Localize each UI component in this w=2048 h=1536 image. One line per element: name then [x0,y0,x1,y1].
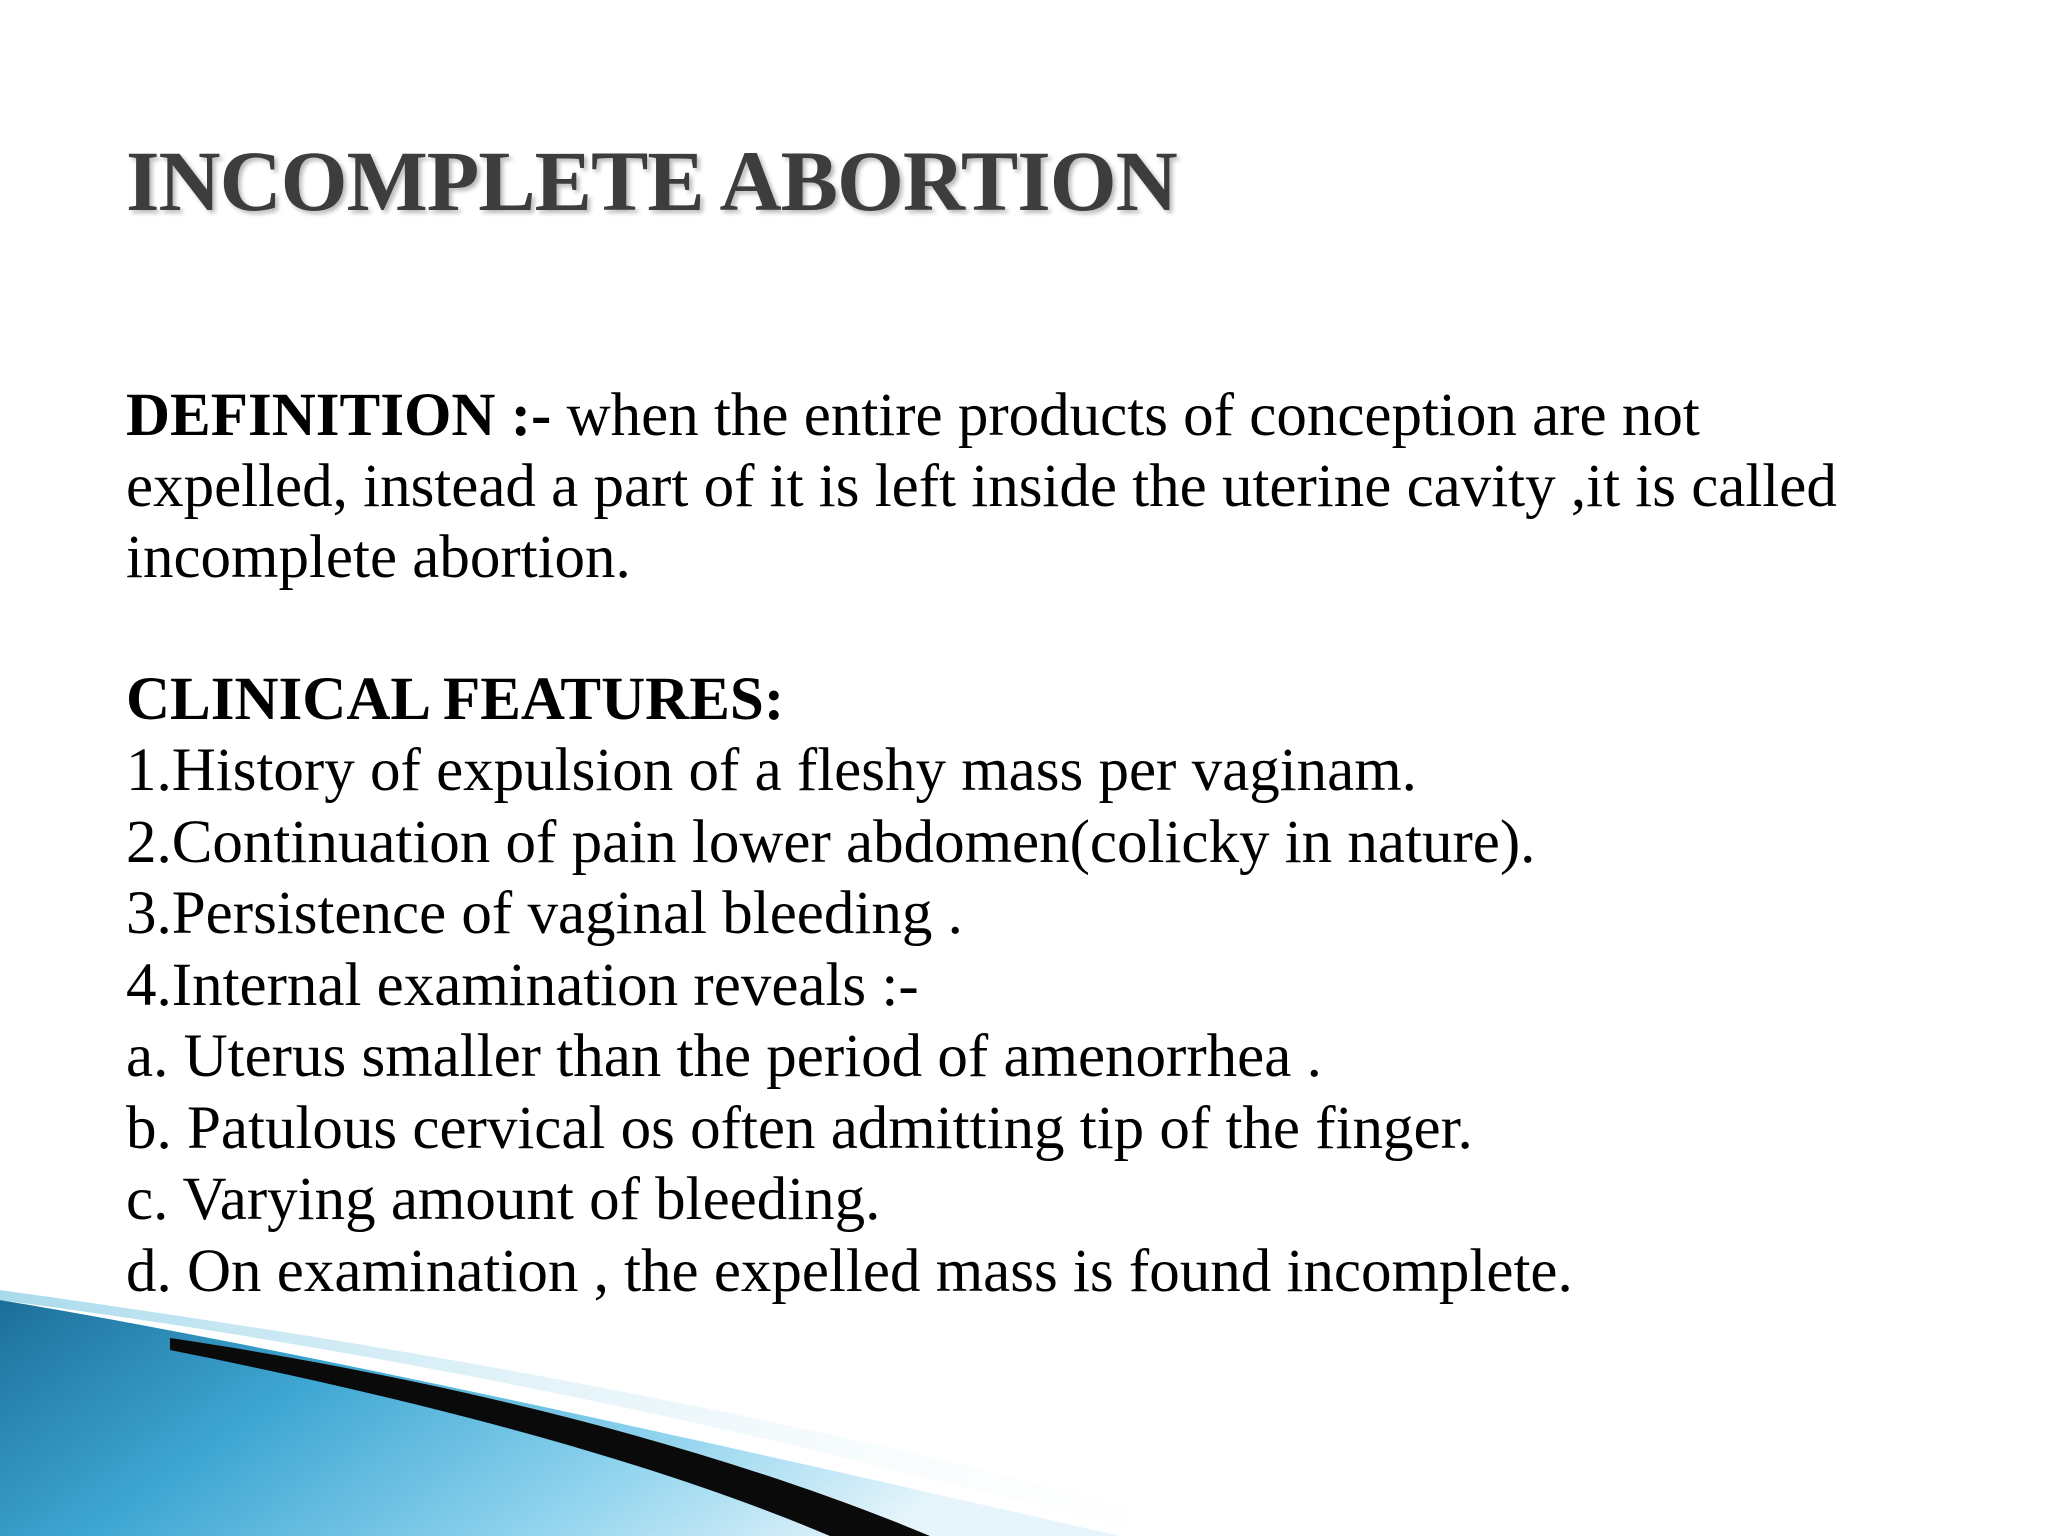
list-item: 3.Persistence of vaginal bleeding . [126,880,963,947]
definition-paragraph [126,380,1926,593]
list-item: 2.Continuation of pain lower abdomen(colicky in nature). [126,808,1536,876]
definition-text: when the entire products of conception are not expelled, instead a part of it is left inside the uterine cavity ,it is called incomplete abortion. [126,382,1837,591]
list-item: c. Varying amount of bleeding. [126,1166,881,1233]
slide-title: INCOMPLETE ABORTION [126,133,1177,229]
list-item: a. Uterus smaller than the period of amenorrhea . [126,1023,1322,1090]
slide-body [126,380,2006,1307]
list-item: d. On examination , the expelled mass is found incomplete. [126,1237,1573,1305]
clinical-features-list [126,735,2006,1307]
list-item: b. Patulous cervical os often admitting tip of the finger. [126,1094,1473,1162]
list-item: 4.Internal examination reveals :- [126,951,919,1019]
list-item: 1.History of expulsion of a fleshy mass per vaginam. [126,737,1417,804]
clinical-features-heading: CLINICAL FEATURES: [126,666,785,733]
definition-label: DEFINITION :- [126,382,552,449]
